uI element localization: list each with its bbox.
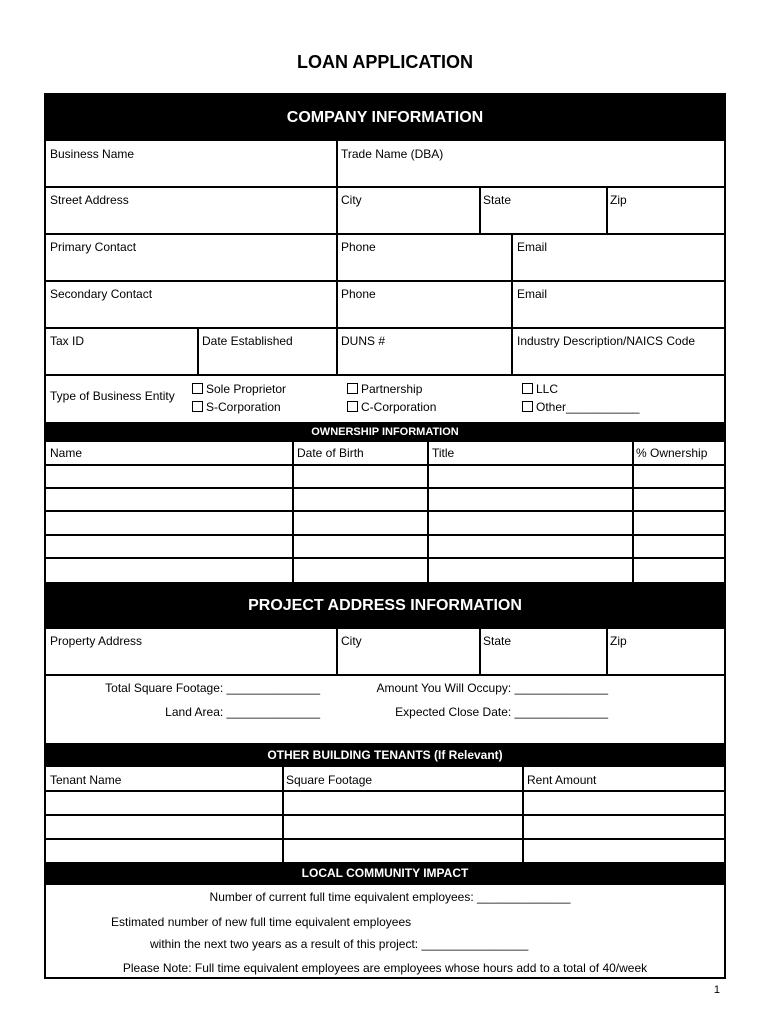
checkbox-sole-proprietor[interactable]: Sole Proprietor xyxy=(192,382,286,396)
state-field[interactable]: State xyxy=(483,193,512,207)
tenant-row[interactable] xyxy=(46,792,724,814)
expected-close-date-field[interactable]: Expected Close Date: ______________ xyxy=(395,705,608,719)
tenant-row[interactable] xyxy=(46,816,724,838)
tenant-col-name: Tenant Name xyxy=(50,773,122,787)
ownership-row[interactable] xyxy=(46,559,724,580)
new-employees-field[interactable]: within the next two years as a result of this project: ________________ xyxy=(150,937,529,951)
entity-label: Type of Business Entity xyxy=(50,389,175,403)
secondary-contact-field[interactable]: Secondary Contact xyxy=(50,287,153,301)
tenant-row[interactable] xyxy=(46,840,724,862)
checkbox-s-corporation[interactable]: S-Corporation xyxy=(192,400,281,414)
ownership-col-name: Name xyxy=(50,446,83,460)
ownership-col-dob: Date of Birth xyxy=(297,446,364,460)
secondary-phone-field[interactable]: Phone xyxy=(341,287,376,301)
checkbox-other[interactable]: Other___________ xyxy=(522,400,639,414)
checkbox-icon xyxy=(522,401,533,412)
current-employees-field[interactable]: Number of current full time equivalent employees: ______________ xyxy=(209,890,571,904)
property-address-field[interactable]: Property Address xyxy=(50,634,143,648)
total-square-footage-field[interactable]: Total Square Footage: ______________ xyxy=(105,681,320,695)
project-state-field[interactable]: State xyxy=(483,634,512,648)
ownership-header: OWNERSHIP INFORMATION xyxy=(46,422,724,442)
project-zip-field[interactable]: Zip xyxy=(610,634,627,648)
company-header: COMPANY INFORMATION xyxy=(46,95,724,141)
secondary-email-field[interactable]: Email xyxy=(517,287,548,301)
tenant-col-square-footage: Square Footage xyxy=(286,773,373,787)
amount-occupy-field[interactable]: Amount You Will Occupy: ______________ xyxy=(376,681,608,695)
checkbox-c-corporation[interactable]: C-Corporation xyxy=(347,400,436,414)
loan-form xyxy=(44,93,726,979)
ownership-row[interactable] xyxy=(46,489,724,510)
business-name-field[interactable]: Business Name xyxy=(50,147,135,161)
tax-id-field[interactable]: Tax ID xyxy=(50,334,85,348)
primary-contact-field[interactable]: Primary Contact xyxy=(50,240,137,254)
new-employees-label: Estimated number of new full time equivalent employees xyxy=(111,915,412,929)
duns-field[interactable]: DUNS # xyxy=(341,334,386,348)
primary-phone-field[interactable]: Phone xyxy=(341,240,376,254)
checkbox-icon xyxy=(347,401,358,412)
project-header: PROJECT ADDRESS INFORMATION xyxy=(46,582,724,629)
tenants-header: OTHER BUILDING TENANTS (If Relevant) xyxy=(46,743,724,767)
checkbox-icon xyxy=(192,401,203,412)
project-city-field[interactable]: City xyxy=(341,634,362,648)
impact-header: LOCAL COMMUNITY IMPACT xyxy=(46,862,724,885)
checkbox-llc[interactable]: LLC xyxy=(522,382,558,396)
ownership-row[interactable] xyxy=(46,466,724,487)
ownership-col-percent: % Ownership xyxy=(636,446,708,460)
ownership-row[interactable] xyxy=(46,512,724,534)
industry-field[interactable]: Industry Description/NAICS Code xyxy=(517,334,696,348)
tenant-col-rent-amount: Rent Amount xyxy=(527,773,597,787)
trade-name-field[interactable]: Trade Name (DBA) xyxy=(341,147,444,161)
street-address-field[interactable]: Street Address xyxy=(50,193,129,207)
page-title: LOAN APPLICATION xyxy=(297,52,473,72)
checkbox-partnership[interactable]: Partnership xyxy=(347,382,422,396)
checkbox-icon xyxy=(192,383,203,394)
primary-email-field[interactable]: Email xyxy=(517,240,548,254)
zip-field[interactable]: Zip xyxy=(610,193,627,207)
ownership-row[interactable] xyxy=(46,536,724,557)
date-established-field[interactable]: Date Established xyxy=(202,334,293,348)
ownership-col-title: Title xyxy=(432,446,455,460)
checkbox-icon xyxy=(347,383,358,394)
city-field[interactable]: City xyxy=(341,193,362,207)
fte-note: Please Note: Full time equivalent employees are employees whose hours add to a total of 40/week xyxy=(122,961,648,975)
page-number: 1 xyxy=(713,984,720,996)
checkbox-icon xyxy=(522,383,533,394)
land-area-field[interactable]: Land Area: ______________ xyxy=(165,705,320,719)
